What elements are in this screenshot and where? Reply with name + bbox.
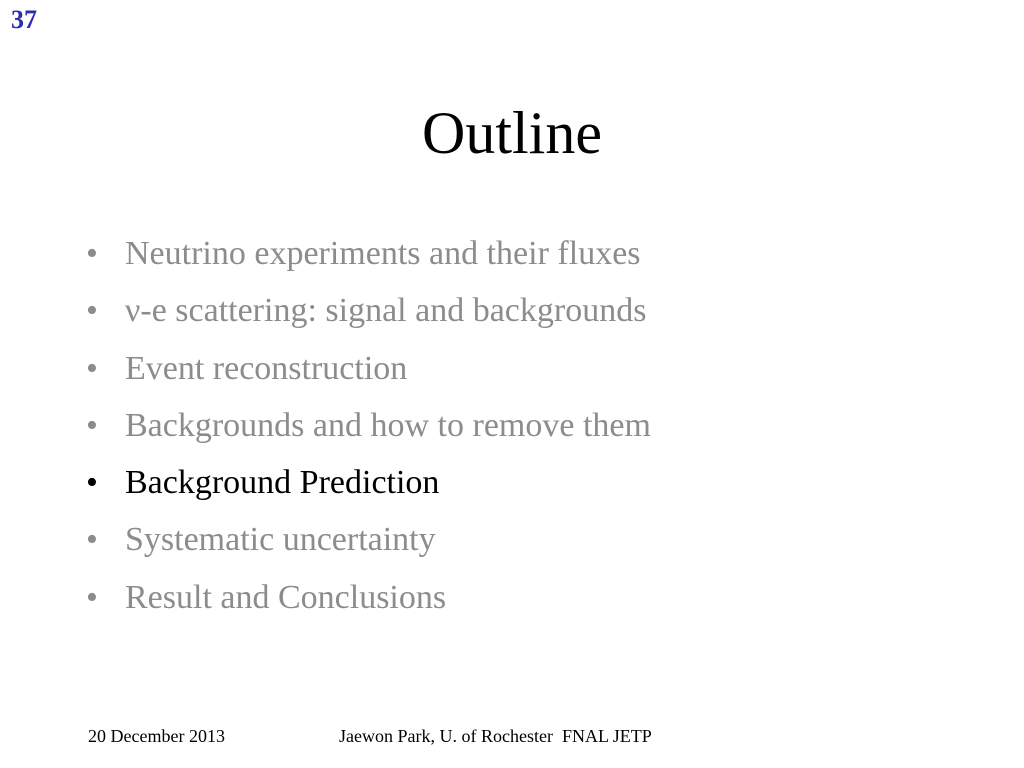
footer-credit: Jaewon Park, U. of Rochester FNAL JETP: [339, 726, 652, 746]
outline-item-label: Backgrounds and how to remove them: [125, 406, 651, 444]
bullet-icon: •: [86, 464, 98, 502]
outline-item-label: Result and Conclusions: [125, 578, 447, 616]
outline-item: [86, 404, 651, 461]
outline-list: [86, 232, 651, 633]
bullet-icon: •: [86, 578, 98, 616]
outline-item: [86, 232, 651, 289]
outline-item-label: ν-e scattering: signal and backgrounds: [125, 292, 647, 330]
outline-item-label: Event reconstruction: [125, 349, 408, 387]
outline-item-label: Neutrino experiments and their fluxes: [125, 235, 641, 272]
slide-number: 37: [11, 5, 37, 34]
bullet-icon: •: [86, 521, 98, 559]
outline-item: [86, 347, 651, 404]
bullet-icon: •: [86, 292, 98, 330]
outline-item-label: Background Prediction: [125, 464, 440, 502]
outline-item: [86, 576, 651, 633]
outline-item-label: Systematic uncertainty: [125, 521, 436, 559]
bullet-icon: •: [86, 406, 98, 444]
bullet-icon: •: [86, 349, 98, 387]
footer-date: 20 December 2013: [88, 726, 225, 746]
slide-title: Outline: [422, 100, 602, 166]
bullet-icon: •: [86, 235, 98, 272]
outline-item-current: [86, 461, 651, 518]
outline-item: [86, 518, 651, 575]
outline-item: [86, 289, 651, 346]
